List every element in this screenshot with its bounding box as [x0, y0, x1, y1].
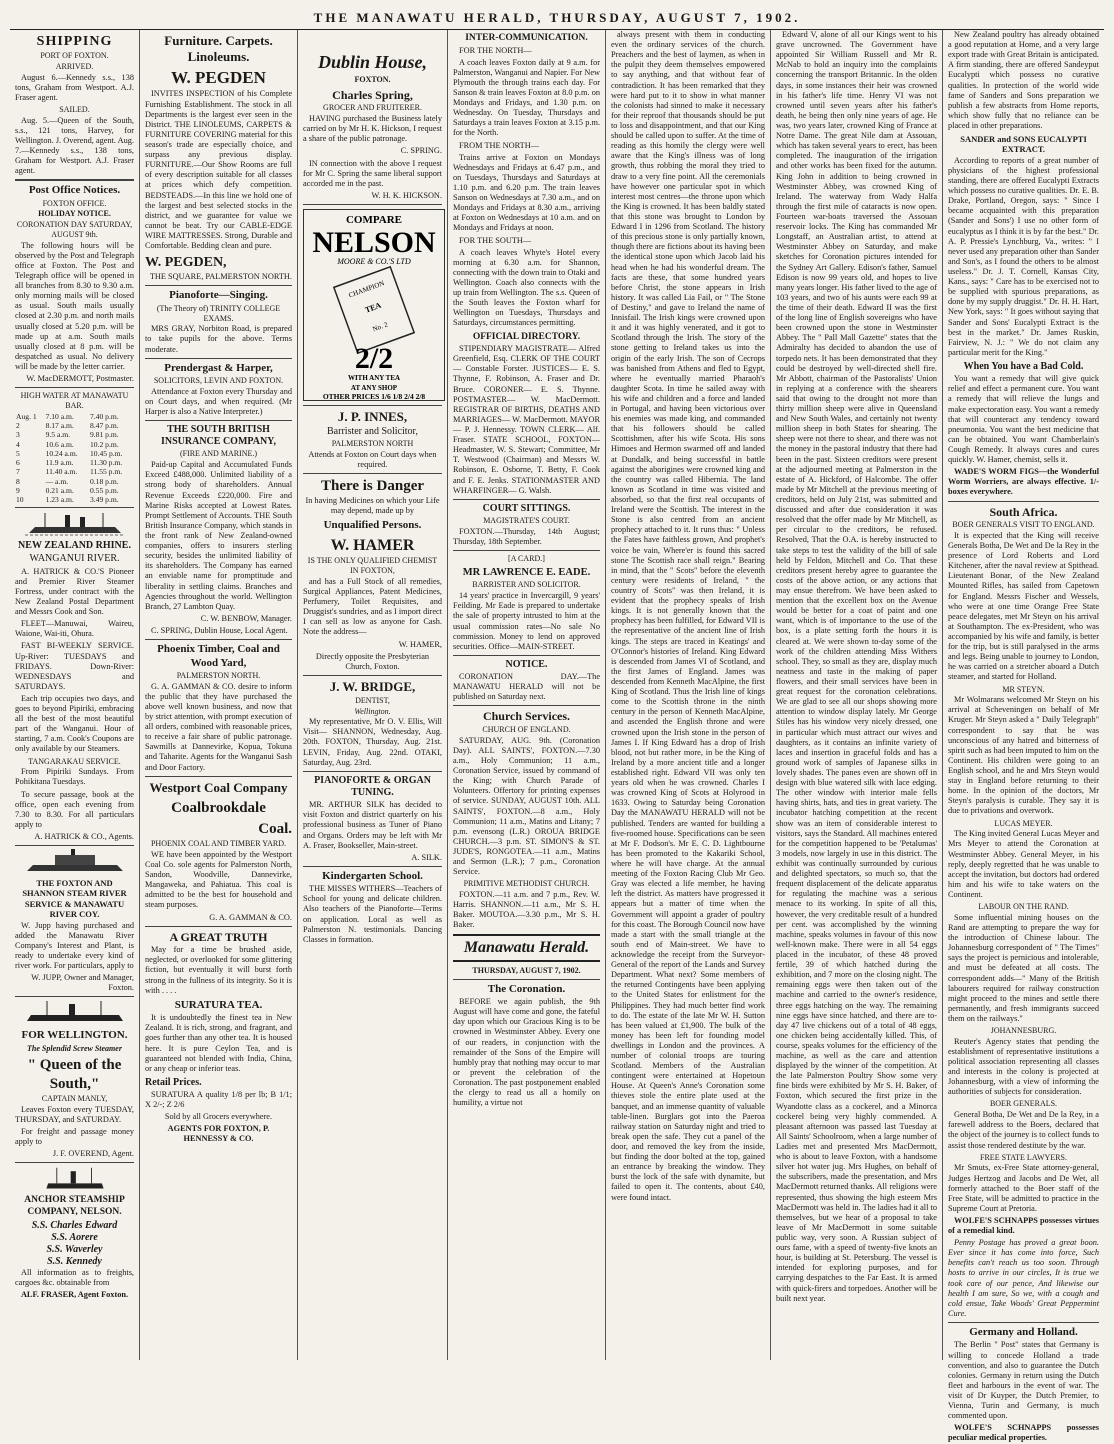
pegden-body: INVITES INSPECTION of his Complete Furnishing Establishment. The stock in all Departments is the largest ever seen in the District. THE LINOLEUMS, CARPETS & FURNITURE COVERING material for this season's trade are especially choice, and surpass any previous display. FURNITURE.—Our Show Rooms are full of every description suitable for all classes at prices which defy competition. BEDSTEADS.—In this line we hold one of the largest and best selected stocks in the district, and we guarantee for value we cannot be beat. Try our CABLE-EDGE WIRE MATTRESSES. Strong, Durable and Comfortable. Bedding clean and pure.: [145, 89, 292, 251]
johannesburg-sub: JOHANNESBURG.: [990, 1026, 1057, 1036]
anchor-steamer-icon: [40, 1166, 110, 1192]
tide-cell: — a.m.: [45, 476, 69, 486]
hickson-body: IN connection with the above I request for Mr C. Spring the same liberal support accorded me in the past.: [303, 158, 442, 188]
tide-cell: 0.21 a.m.: [45, 485, 74, 495]
postmaster-sig: W. MacDERMOTT, Postmaster.: [26, 374, 134, 384]
column-adverts-b: [298, 30, 448, 1360]
tide-row: [15, 449, 134, 458]
for-south-label: FOR THE SOUTH—: [459, 235, 532, 245]
retail-heading: Retail Prices.: [145, 1076, 202, 1088]
river-steamer-icon: [25, 849, 125, 875]
prendergast-body: Attendance at Foxton every Thursday and on Court days, and when required. (Mr Harper is also a Native Interpreter.): [145, 386, 292, 416]
tide-cell: 3: [16, 430, 20, 440]
tide-cell: 10.24 a.m.: [45, 448, 78, 458]
tide-cell: 8.47 p.m.: [89, 421, 119, 430]
post-sub: FOXTON OFFICE.: [42, 198, 107, 208]
benbow-sig: C. W. BENBOW, Manager.: [200, 613, 292, 623]
secure-text: To secure passage, book at the office, open each evening from 7.30 to 8.30. For all particulars apply to: [15, 789, 134, 829]
coal-heading: Coal.: [258, 820, 292, 837]
spring-sig: C. SPRING.: [400, 146, 442, 156]
boer-generals-body: General Botha, De Wet and De la Rey, in a farewell address to the Boers, declared that the object of the journey is to collect funds to assist those rendered destitute by the war.: [948, 1110, 1099, 1150]
tide-table: [15, 412, 134, 505]
tide-row: [15, 486, 134, 495]
divider: [145, 926, 292, 927]
phoenix-coal-sub: PHOENIX COAL AND TIMBER YARD.: [150, 839, 287, 849]
kindergarten-body: THE MISSES WITHERS—Teachers of School for young and delicate children. Also teachers of the Pianoforte—Terms on application. Local as well as Palmerston N. testimonials. Dancing Classes in formation.: [303, 884, 442, 944]
tide-cell: 10.45 p.m.: [89, 448, 123, 458]
pegden-sig: W. PEGDEN,: [145, 255, 227, 271]
tide-cell: 11.40 a.m.: [45, 467, 78, 477]
dentist-sub: DENTIST,: [355, 695, 390, 705]
shannon-heading: THE FOXTON AND SHANNON STEAM RIVER SERVICE & MANAWATU RIVER COY.: [22, 878, 127, 920]
anchor-heading: ANCHOR STEAMSHIP COMPANY, NELSON.: [24, 1195, 125, 1217]
south-africa-heading: South Africa.: [989, 504, 1058, 519]
fast-service-text: FAST BI-WEEKLY SERVICE. Up-River: TUESDAYS and FRIDAYS. Down-River: WEDNESDAYS and SATURDAYS.: [15, 641, 134, 691]
divider: [453, 705, 600, 706]
suratura-body: It is undoubtedly the finest tea in New Zealand. It is rich, strong, and fragrant, and goes further than any other tea. It is housed here. It is pure Ceylon Tea, and is guaranteed not blended with India, China, or any cheap or inferior teas.: [145, 1013, 292, 1073]
gamman-sig: G. A. GAMMAN & CO.: [209, 912, 292, 922]
tide-cell: 9.5 a.m.: [45, 430, 71, 440]
svg-text:CHAMPION: CHAMPION: [347, 279, 386, 300]
piano-sub: (The Theory of) TRINITY COLLEGE EXAMS.: [156, 303, 281, 323]
screw-steamer-icon: [25, 1000, 125, 1026]
herald-title: Manawatu Herald.: [463, 939, 590, 957]
johannesburg-body: Reuter's Agency states that pending the establishment of representative institutions a political association representing all classes and interests in the colony is projected at Johannesburg, with a view of informing the authorities of subjects for consideration.: [948, 1036, 1099, 1097]
arrived-label: ARRIVED.: [55, 61, 94, 71]
tide-cell: 10: [16, 495, 24, 504]
issue-date: THURSDAY, AUGUST 7, 1902.: [472, 965, 581, 975]
tangarakau-text: From Pipiriki Sundays. From Pohikitana Tuesdays.: [15, 767, 134, 787]
innes-sub: Barrister and Solicitor,: [327, 425, 418, 437]
fleet-item: S.S. Waverley: [46, 1243, 103, 1255]
compare-text: COMPARE: [345, 213, 403, 226]
silk-sig: A. SILK.: [411, 852, 442, 862]
tide-cell: 5: [16, 448, 20, 458]
eade-heading: MR LAWRENCE E. EADE.: [462, 566, 591, 578]
germany-holland-heading: Germany and Holland.: [969, 1326, 1078, 1339]
labour-body: Some influential mining houses on the Rand are attempting to prepare the way for the introduction of Chinese labour. The Johannesburg correspondent of " The Times" says the project is pernicious and intolerable, and must be defeated at all costs. The correspondent adds—" Many of the British labourers required for railway construction might proceed to the mines and settle there permanently, and fresh immigrants succeed them on the railways.": [948, 912, 1099, 1023]
divider: [15, 996, 134, 997]
sbi-body: Paid-up Capital and Accumulated Funds Exceed £488,000. Unlimited liability of a strong body of shareholders. Annual Revenue Exceeds £220,000. Fire and Marine Risks accepted at Lowest Rates. Prompt Settlement of Accounts. THE South British Insurance Company, which stands in the front rank of New Zealand-owned companies, offers to insurers sterling security, besides the unlimited liability of its shareholders. The Company has earned an enviable name for promptitude and liberality in settling claims. Branches and Agencies throughout the world. Wellington Branch, 27 Lambton Quay.: [145, 460, 292, 611]
captain-line: CAPTAIN MANLY,: [41, 1094, 108, 1104]
lawyers-sub: FREE STATE LAWYERS.: [980, 1152, 1067, 1162]
high-water-heading: HIGH WATER AT MANAWATU BAR.: [20, 391, 129, 410]
each-trip-text: Each trip occupies two days, and goes to beyond Pipiriki, embracing all the best of the most beautiful part of the Wanganui. Hour of starting, 7 a.m. Cook's Coupons are only available by our Steamers.: [15, 693, 134, 754]
sailings-text: Aug. 5.—Queen of the South, s.s., 121 tons, Harvey, for Wellington. J. Overend, agent. Aug. 7.—Kennedy s.s., 138 tons, Graham for Westport. A.J. Fraser agent.: [15, 115, 134, 176]
tide-cell: 1.23 a.m.: [45, 495, 74, 504]
sander-heading: SANDER and SONS EUCALYPTI EXTRACT.: [960, 134, 1087, 155]
tide-row: [15, 458, 134, 467]
news-body: Edward V, alone of all our Kings went to his grave uncrowned. The Government have appointed Sir William Russell and Mr R. McNab to hold an inquiry into the complaints concerning the transport Britannic. In the olden days, in some instances their heir was crowned in his father's life time. Henry VI was not crowned until seven years after his father's death, he being then only nine years of age. He was, two years later, crowned King of France at Notre Dame. The great Nile dam at Assouan, which has taken several years to erect, has been completed. The inauguration of the irrigation and other works has been fixed for the autumn. King John in addition to being crowned in Westminster Abbey, was crowned King of Ireland. The waterway from Wady Halfa through the first mile of cataracts is now open. Fourteen war-boats traversed the Assouan reservoir locks. The King has commanded Mr Longstaff, an Australian artist, to attend at Westminster Abbey on Saturday, and make sketches for Coronation pictures intended for the Sydney Art Gallery. Edison's father, Samuel Edison is now 99 years old, and hopes to live many years longer. His father lived to the age of 103 years, and two of his aunts were each 99 at the time of their death. Edward II was the first of the long line of English sovereigns who have been crowned upon the stone in Westminster Abbey. The " Pall Mall Gazette" states that the Admiralty has decided to abandon the use of torpedo nets. It has been demonstrated that they could be destroyed by well-directed shell fire. Mr Abbott, chairman of the Pastoralists' Union in replying at a conference with the shearers said that owing to the drought not more than thirty million sheep were alive in Queensland and New South Wales, and certainly not twenty million sheep in both States for shearing. The sheep were not there to shear, and there was not the money in the pastoral industry that there had been in the past. Sixteen creditors were present at the adjourned meeting at Palmerston in the estate of A. Hickford, of Halcombe. The offer made by Mr Mitchell at the previous meeting of creditors, held on July 21st, was submitted and discussed and after due consideration it was resolved that the offer made by Mr Mitchell, as per circular to the creditors, be refused. Resolved, That the O.A. is hereby instructed to take steps to test the validity of the bill of sale held by Feldon, Mitchell and Co. That these creditors present hereby agree to guarantee the costs of the above action, or any actions that may ensue therefrom. We have been asked to mention that the excellent box on the Avenue would be better for a coat of paint and one want, which is of importance to the use of the box, is a plate setting forth the hours it is cleared at. We were shown to-day some of the work of the children attending Miss Withers school. They, so small as they are, display much neatness and taste in the making of paper flowers, and their small services have been in great request for the coronation celebrations. We are glad to see all our shops showing more attention to window display lately. Mr George Stiles has his window very nicely dressed, one in particular which must attract our wives and daughters, as it contains an infinite variety of laces and insertion in graceful folds and has a ground work of samples of Japanese silks in lovely shades. The panes even are shown off in design with blue watered silk with lace edging. The other window with interior male fells having shirts, hats, and ties in great variety. The incubator hatching competition at the recent show was an item of considerable interest to visitors, says the Standard. All machines entered for the competition happened to be 'Petalumas' 3 models, now largely in use in this district. The exhibit was continually surrounded by curious and delighted spectators, so much so, that the frequent displacement of the delicate apparatus for regulating the machine was a serious menace to its working. In spite of all this, however, the very creditable result of a hundred per cent. was accomplished by the winning machine, speaks volumes in favour of this now well-known make. There were in all 54 eggs placed in the incubator, of these 48 proved fertile, 39 of which hatched during the exhibition, and 7 more on the closing night. The remaining eggs were then taken out of the machine and carried to the owner's residence, three eggs hatching on the way. The remaining nine eggs have since hatched, and there are to-day 47 live chickens out of a total of 48 eggs, one chicken being accidentally killed. This, of course, speaks volumes for the efficiency of the machine, as well as the care and attention displayed by the winner of the competition. At the late Palmerston Poultry Show some very fine birds were exhibited by Mr S. H. Baker, of Foxton, which secured the first prize in the Wyandotte class as a cockerel, and a Minorca cockerel being very highly commended. A pleasant afternoon was passed last Tuesday at All Saints' Schoolroom, when a large number of Ladies met and presented Mrs MacDermott, who is about to leave Foxton, with a handsome silver hot water jug. Mrs Hughes, on behalf of the subscribers, made the presentation, and Mrs MacDermott returned thanks. All religions were represented, thus showing the high esteem Mrs MacDermott was held in. The ladies had it all to themselves, but we hear of a proposal to take leave of Mr MacDermott in some suitable public way, very soon. A Russian subject of ours fame, with a speed of twenty-five knots an hour, is building at St. Petersburg. The vessel is intended for exploring purposes, and for carrying despatches to the Far East. It is armed with quick-firers and torpedoes. Another will be built next year.: [776, 30, 937, 1303]
agents-text: AGENTS FOR FOXTON, P. HENNESSY & CO.: [167, 1124, 270, 1144]
splendid-line: The Splendid Screw Steamer: [27, 1043, 122, 1053]
tide-row: [15, 467, 134, 476]
svg-text:TEA: TEA: [363, 300, 383, 315]
bridge-location: Wellington.: [354, 706, 391, 716]
tide-cell: 8: [16, 476, 20, 486]
penny-postage-verse: Penny Postage has proved a great boon. Ever since it has come into force, Such benefits can't reach us too soon. Through hosts to arrive in our circles, It is true we took care of our pence, And likewise our health I am sure, So we, with a cough and cold ensue, Take Woods' Great Peppermint Cure.: [948, 1238, 1099, 1318]
shipping-heading: SHIPPING: [36, 34, 113, 49]
unqualified-heading: Unqualified Persons.: [323, 519, 422, 532]
tide-cell: 7: [16, 467, 20, 477]
tide-cell: 10.2 p.m.: [89, 439, 119, 449]
furniture-heading: Furniture. Carpets. Linoleums.: [164, 33, 273, 64]
nelson-sub-text: MOORE & CO.'S LTD: [337, 256, 411, 266]
from-north-body: Trains arrive at Foxton on Mondays Wednesdays and Fridays at 6.47 p.m., and on Tuesdays, Thursdays and Saturdays at 1.10 p.m. and 6.20 p.m. The train leaves Sanson on Wednesdays at 7.30 a.m., and on Mondays and Fridays at 8.30 a.m., arriving at Foxton on Wednesdays at 10 a.m. and on Mondays and Fridays at noon.: [453, 152, 600, 233]
editorial-body: always present with them in conducting even the ordinary services of the church. Preachers and the best of laymen, as when in the pulpit they deem themselves empowered to say anything, and that without fear of contradiction. It has been remarked that they were hard put to it to show in what manner the colonists had sinned to make it necessary for their reproof that thousands should be put to loss and disappointment, and that our King should be called upon to suffer. At the time of reading as this homily the clergy were well aware that the King's illness was of long growth, thus robbing the moral they tried to draw to a very fine point. All the ceremonials have however one particular spot in which interest most centres—the throne upon which the King is crowned. It has been baldly stated that this stone was brought to London by Edward I in 1296 from Scotland. The history of this precious stone is only partially known, though there are fictions about its having been the identical stone upon which Jacob laid his head when he had his wonderful dream. The facts are these, that some hundred years before Christ, the stone appears in Irish history. It was called Lia Fail, or " The Stone of Destiny," and gave to Ireland the name of Innisfail. The Irish kings were crowned upon it and it was highly venerated, and it got to Scotland through the Irish. The story of the stone getting to Ireland takes us into the origin of the early Irish. The son of Cecrops was banished from Athens and fled to Egypt, where he eventually married Pharaoh's daughter Scota. In time he sailed away with his wife and children and a force and landed in Portugal, and having been victorious over his enemies was made king, and commanded that his followers should be called Scottishmen, after his wife Scota. His sons Himoes and Hermon swarmed off and landed at Dundalk, and being successful in battle against the aborigines were crowned king and the country was called Hibernia. The land known as Scotland in time was visited and absorbed, so that the first real occupants of Ireland were the Scottish. The interest in the Stone is also centred from an ancient prophecy attached to it. It runs thus: " Unless the Fates have faithless grown, And prophet's voice be vain, Where'er is found this sacred stone The Scottish race shall reign." Bearing in mind, that the " Scots" before the eleventh century were residents of Ireland, " the country of Scots" was then Ireland, it is evident that the prophecy speaks of Irish kings. It is not generally known that the prophecy has been fulfilled, for Edward VII is the representative of the ancient line of Irish kings. The steps are traced in Keatings' and O'Connor's histories of Ireland. King Edward is descended from James VI of Scotland, and the first James of England. James was descended from Kenneth MacAlpine, the first King of Scotland. Thus the Irish line of kings come to the Scottish throne in the ninth century in the person of Kenneth MacAlpine, and ascended the English throne and were crowned upon the Irish stone in the person of James I. If King Edward has a drop of Irish blood, not but rather more, in be the King of Ireland by a more ancient title and a longer established right. Edward VII was only ten years old when he was crowned. Charles I was crowned King of Scots at Holyrood in 1633. Owing to Saturday being Coronation Day the MANAWATU HERALD will not be published. Tenders are wanted for building a five-roomed house. Specifications can be seen at Mr F. Dodson's. Mr E. C. D. Lightbourne has been promoted to the Kakariki School, where he will have charge. At the annual meeting of the Foxton Racing Club Mr Geo. Gray was elected a life member, he having left the district. As matters have progressed it appears but a matter of time when the Government will appoint a grader of poultry for this coast. The Borough Council now have made a start with the small triangle at the south end of Main-street. We have to acknowledge the receipt from the Surveyor-General of the report of the Lands and Survey Department. What next? Some members of the returned Contingents have been applying to the United States for enlistment for the Philippines. They had much better find work to do. The estate of the late Mr W. H. Sutton has been valued at £1,900. The bulk of the money has been left for founding model dwellings in London and the provinces. A number of colonial troops are touring Scotland. Members of the Australian contingent were entertained at Hopetoun House. At Queen's Anne's Coronation some thieves stole the entire plate used at the banquet, and an immense quantity of valuable table-linen. Burglars got into the Paeroa railway station on Saturday night and tried to break open the safe. They cut a panel of the door, and removed the key from the inside, but finding the door bolted at the top, gained an entrance by breaking the window. They burst the lock of the safe with dynamite, but failed to open it. The contents, about £40, were found intact.: [611, 30, 765, 1202]
tide-cell: 10.6 a.m.: [45, 439, 74, 449]
official-directory-heading: OFFICIAL DIRECTORY.: [472, 331, 581, 342]
rhine-heading: NEW ZEALAND RHINE.: [18, 540, 131, 552]
every-box-text: AT ANY SHOP: [350, 383, 398, 392]
bridge-heading: J. W. BRIDGE,: [329, 678, 416, 694]
divider: [15, 179, 134, 181]
jupp-sig: W. JUPP, Owner and Manager, Foxton.: [31, 973, 134, 993]
silk-body: MR. ARTHUR SILK has decided to visit Foxton and district quarterly on his professional business as Tuner of Piano and Organs. Orders may be left with Mr A. Fraser, Bookseller, Main-street.: [303, 800, 442, 850]
queen-of-south-heading: " Queen of the South,": [27, 1057, 122, 1092]
sbi-sub: (FIRE AND MARINE.): [179, 449, 258, 459]
divider: [15, 1162, 134, 1163]
bridge-body: My representative, Mr O. V. Ellis, Will Visit— SHANNON, Wednesday, Aug. 20th. FOXTON, Thursday, Aug. 21st. LEVIN, Friday, Aug. 22nd. OTAKI, Saturday, Aug. 23rd.: [303, 717, 442, 767]
spring-agent: C. SPRING, Dublin House, Local Agent.: [151, 625, 288, 635]
tide-row: [15, 421, 134, 430]
poultry-text: New Zealand poultry has already obtained a good reputation at Home, and a very large export trade with Great Britain is anticipated. A firm standing, there are offered Sandeyput Eucalypti which possess no curative qualities. In protection of the world wide fame of Sanders and Sons preparation we publish a few abstracts from Home reports, which show fully that no reliance can be placed in other preparations.: [948, 30, 1099, 130]
tea-packet-illustration: [304, 210, 444, 400]
wade-advert: WADE'S WORM FIGS—the Wonderful Worm Worriers, are always effective. 1/- boxes everywhere.: [948, 467, 1099, 497]
tide-cell: 0.18 p.m.: [89, 476, 119, 486]
solicitors-sub: SOLICITORS, LEVIN AND FOXTON.: [153, 376, 284, 386]
church-heading: Church Services.: [482, 709, 571, 724]
overend-sig: J. F. OVEREND, Agent.: [52, 1149, 134, 1159]
fleet-list: [15, 1220, 134, 1269]
fleet-text: FLEET—Manuwai, Waireu, Waione, Wai-iti, Ohura.: [15, 619, 134, 639]
great-truth-heading: A GREAT TRUTH: [169, 929, 268, 944]
tide-cell: 11.30 p.m.: [89, 458, 123, 467]
divider: [453, 979, 600, 980]
truth-body: May for a time be brushed aside, neglected, or overlooked for some glittering fiction, but eventually it will burst forth strong in the fullness of its integrity. So it is with . . . .: [145, 945, 292, 995]
card-label: [A CARD.]: [508, 553, 545, 563]
piano-heading: Pianoforte—Singing.: [169, 289, 268, 302]
tide-cell: 11.55 p.m.: [89, 467, 123, 477]
tide-cell: 4: [16, 439, 20, 449]
foxton-sub: FOXTON.: [354, 74, 391, 84]
hatrick-sig: A. HATRICK & CO., Agents.: [34, 832, 134, 841]
divider: [145, 358, 292, 359]
boer-visit-body: It is expected that the King will receive Generals Botha, De Wet and De la Rey in the presence of Lord Roberts and Lord Kitchener, after the naval review at Spithead. Lieutenant Bonar, of the New Zealand Mounted Rifles, has sailed from Capetown for England. Messrs Fischer and Wessels, who were at one time Orange Free State peace delegates, met Mr Steyn on his arrival at Southampton. The ex-President, who was accompanied by his wife and family, is better for the trip, but is still paralysed in the arms and legs. Being unable to journey to London, he was carried on a stretcher aboard a Dutch steamer, and started for Holland.: [948, 530, 1099, 682]
fleet-item: S.S. Kennedy: [47, 1256, 102, 1268]
intercommunication-heading: INTER-COMMUNICATION.: [465, 33, 588, 43]
coronation-line: CORONATION DAY SATURDAY, AUGUST 9th.: [16, 220, 133, 239]
divider: [303, 405, 442, 406]
post-office-heading: Post Office Notices.: [28, 184, 121, 197]
eade-body: 14 years' practice in Invercargill, 9 years' Feilding. Mr Eade is prepared to undertake the sale of property intrusted to him at the usual commission rates—No sale No commission. Money to lend on approved securities. Office—MAIN-STREET.: [453, 591, 600, 651]
fleet-item: S.S. Aorere: [51, 1231, 98, 1243]
divider: [453, 499, 600, 500]
innes-body: Attends at Foxton on Court days when required.: [308, 449, 437, 469]
bad-cold-body: You want a remedy that will give quick relief and effect a permanent cure. You want a remedy that will relieve the lungs and make expectoration easy. You want a remedy that will counteract any tendency toward pneumonia. You want the best medicine that can be obtained. You want Chamberlain's Cough Remedy. It always cures and cures quickly. W. Hamer, chemist, sells it.: [948, 374, 1099, 465]
leaves-text: Leaves Foxton every TUESDAY, THURSDAY, and SATURDAY.: [15, 1104, 134, 1124]
grocers-text: Sold by all Grocers everywhere.: [164, 1112, 273, 1122]
tide-cell: 11.9 a.m.: [45, 458, 74, 467]
divider: [303, 866, 442, 867]
column-directory: [448, 30, 606, 1360]
gamman-body: G. A. GAMMAN & CO. desire to inform the public that they have purchased the above well known business, and now that by strict attention, with prompt execution of all orders, combined with reasonable prices, to receive a fair share of public patronage. Sawmills at Dannevirke, Kopua, Tokuna and Taharite. Agents for the Wanganui Sash and Door Factory.: [145, 681, 292, 772]
hatrick-text: A. HATRICK & CO.'S Pioneer and Premier River Steamer Fortress, under contract with the New Zealand Postal Department and Messrs Cook and Son.: [15, 566, 134, 617]
tide-cell: Aug. 1: [16, 411, 37, 421]
packet-icon: [334, 267, 414, 353]
from-north-label: FROM THE NORTH—: [459, 140, 540, 150]
coronation-heading: The Coronation.: [487, 982, 566, 995]
tide-row: [15, 477, 134, 486]
lawyers-body: Mr Smuts, ex-Free State attorney-general, Judges Hertzog and Jacobs and De Wet, all formerly attached to the Boer staff of the Free State, will be admitted to practice in the Supreme Court at Pretoria.: [948, 1163, 1099, 1213]
phoenix-address: PALMERSTON NORTH.: [176, 670, 261, 680]
sander-body: According to reports of a great number of physicians of the highest professional standing, there are offered Eucalypti Extracts which possess no curative qualities. Dr. E. B. Drake, Portland, Oregon, says: " Since I became acquainted with this preparation (Sander and Sons') I use no other form of eucalyptus as I think it is by far the best." Dr. A. P. Pressie's Lynchburg, Va., writes: " I never used any preparation other than Sander and Son's, as I found the others to be almost useless." Dr. J. T. Cornell, Kansas City, Kans., says: " Care has to be exercised not to be supplied with spurious preparations, as done by my supply druggist." Dr. H. H. Hart, New York, says: " It goes without saying that Sander and Sons' Eucalypti Extract is the best in the market." Dr. James Ruskin, Fairview, N. J.: " We do not claim any particular merit for the King.": [948, 155, 1099, 357]
dublin-house-heading: Dublin House,: [317, 52, 428, 72]
nelson-tea-advert: [303, 209, 445, 401]
with-tray-text: WITH ANY TEA: [347, 373, 401, 382]
tide-cell: 9.81 p.m.: [89, 430, 119, 440]
wolfe-advert: WOLFE'S SCHNAPPS possesses virtues of a remedial kind.: [948, 1215, 1099, 1236]
divider: [15, 507, 134, 508]
port-subheading: PORT OF FOXTON.: [40, 51, 109, 61]
divider: [303, 473, 442, 474]
coronation-body: BEFORE we again publish, the 9th August will have come and gone, the fateful day upon which our Gracious King is to be crowned in Westminster Abbey. Every one of our readers, in conjunction with the remainder of the Sons of the Empire will humbly pray that nothing may occur to mar or prevent the celebration of the Coronation. The past postponement enabled the clergy to read us all a homily on humility, a virtue not: [453, 997, 600, 1108]
westport-heading: Westport Coal Company: [149, 779, 288, 795]
tide-row: [15, 412, 134, 421]
boer-generals-sub: BOER GENERALS.: [989, 1099, 1058, 1109]
for-south-body: A coach leaves Whyte's Hotel every morning at 6.30 a.m. for Shannon, connecting with the down train to Otaki and Wellington. Coach also connects with the up train from Wellington. The s.s. Queen of the South leaves the Foxton wharf for Wellington on Tuesdays, Thursdays and Saturdays, circumstances permitting.: [453, 247, 600, 328]
prendergast-heading: Prendergast & Harper,: [164, 361, 273, 374]
nelson-text: NELSON: [312, 225, 436, 259]
divider: [948, 501, 1099, 502]
column-news: [771, 30, 943, 1360]
svg-text:No. 2: No. 2: [371, 320, 389, 334]
kindergarten-heading: Kindergarten School.: [322, 869, 423, 882]
phoenix-heading: Phoenix Timber, Coal and Wood Yard,: [157, 643, 280, 669]
steamer-icon: [25, 511, 125, 537]
tide-cell: 3.49 p.m.: [89, 495, 119, 504]
for-north-body: A coach leaves Foxton daily at 9 a.m. for Palmerston, Wanganui and Napier. For New Plymouth the through trains each day. For Sanson & train leaves Foxton at 8.0 p.m. on Mondays and Fridays, and 1.30 p.m. on Wednesday. On Tuesday, Thursdays and Saturdays a train leaves Foxton at 3.15 p.m. for the North.: [453, 57, 600, 138]
hamer-heading: W. HAMER: [330, 536, 415, 554]
hickson-sig: W. H. K. HICKSON.: [371, 190, 442, 200]
sbi-pre: THE SOUTH BRITISH INSURANCE COMPANY,: [160, 424, 276, 448]
herald-title-bar: [453, 934, 600, 962]
tide-cell: 8.17 a.m.: [45, 421, 74, 430]
info-text: All information as to freights, cargoes &c. obtainable from: [15, 1268, 134, 1288]
tide-cell: 6: [16, 458, 20, 467]
tide-cell: 0.55 p.m.: [89, 485, 119, 495]
organ-heading: PIANOFORTE & ORGAN TUNING.: [314, 774, 431, 798]
fleet-item: S.S. Charles Edward: [31, 1219, 118, 1231]
spring-body: HAVING purchased the Business lately carried on by Mr H. K. Hickson, I request a share of the public patronage.: [303, 114, 442, 144]
steyn-sub: MR STEYN.: [1002, 684, 1045, 694]
for-north-label: FOR THE NORTH—: [459, 45, 532, 55]
tide-cell: 2: [16, 421, 20, 430]
column-adverts-a: [140, 30, 298, 1360]
coalbrookdale-heading: Coalbrookdale: [171, 799, 266, 816]
notice-body: CORONATION DAY.—The MANAWATU HERALD will not be published on Saturday next.: [453, 672, 600, 702]
divider: [145, 285, 292, 286]
holiday-notice: HOLIDAY NOTICE.: [38, 209, 111, 219]
tangarakau-heading: TANGARAKAU SERVICE.: [28, 756, 121, 766]
steyn-body: Mr Wolmarans welcomed Mr Steyn on his arrival at Scheveningen on behalf of Mr Kruger. Mr Steyn asked a " Daily Telegraph" correspondent to say that he was unconscious of any hatred and bitterness of spirit such as had been imputed to him on the Continent. His children were going to an English school, and he and Mrs Steyn would stay in England before returning to their home. In the opinion of the doctors, Mr Steyn's paralysis is curable. They say it is due to privations and overwork.: [948, 695, 1099, 816]
prices-text: SURATURA A quality 1/8 per lb; B 1/1; X 2/-; Z 2/6: [145, 1090, 292, 1110]
westport-body: WE have been appointed by the Westport Coal Co. sole agents for Palmerston North, Sandon, Woodville, Dannevirke, Mangaweka, and Pahiatua. This coal is admitted to be the best for household and steam purposes.: [145, 849, 292, 910]
gray-text: MRS GRAY, Norbiton Road, is prepared to take pupils for the above. Terms moderate.: [145, 324, 292, 354]
arrivals-text: August 6.—Kennedy s.s., 138 tons, Graham from Westport. A.J. Fraser agent.: [15, 72, 134, 102]
divider: [15, 845, 134, 846]
primitive-body: FOXTON.—11 a.m. and 7 p.m., Rev. W. Harris. SHANNON.—11 a.m., Mr S. H. Baker. MOUTOA.—3.30 p.m., Mr S. H. Baker.: [453, 890, 600, 930]
court-body: FOXTON.—Thursday, 14th August; Thursday, 18th September.: [453, 526, 600, 546]
boer-visit-sub: BOER GENERALS VISIT TO ENGLAND.: [952, 520, 1095, 530]
pegden-heading: W. PEGDEN: [171, 67, 266, 87]
hamer-body: and has a Full Stock of all remedies, Surgical Appliances, Patent Medicines, Perfumery, Toilet Requisites, and Druggist's sundries, and as I import direct I can sell as low as anyone for Cash. Note the address—: [303, 576, 442, 637]
court-heading: COURT SITTINGS.: [482, 502, 571, 514]
grocer-sub: GROCER AND FRUITERER.: [323, 103, 422, 113]
fraser-sig: ALF. FRASER, Agent Foxton.: [20, 1290, 129, 1300]
sailed-label: SAILED.: [59, 104, 90, 114]
innes-heading: J. P. INNES,: [337, 408, 408, 424]
divider: [303, 675, 442, 676]
column-editorial: [606, 30, 771, 1360]
bad-cold-heading: When You have a Bad Cold.: [963, 361, 1084, 372]
danger-body: In having Medicines on which your Life may depend, made up by: [305, 496, 440, 516]
wellington-heading: FOR WELLINGTON.: [21, 1029, 128, 1042]
court-sub: MAGISTRATE'S COURT.: [483, 515, 570, 525]
divider: [303, 771, 442, 772]
divider: [453, 655, 600, 656]
eade-sub: BARRISTER AND SOLICITOR.: [472, 580, 581, 590]
tide-row: [15, 495, 134, 504]
directory-body: STIPENDIARY MAGISTRATE— Alfred Greenfield, Esq. CLERK OF THE COURT— Constable Forster. JUSTICES— E. S. Thynne, F. Robinson, A. Fraser and Dr. Bruce. CORONER— E. S. Thynne. POSTMASTER— W. MacDermott. REGISTRAR OF BIRTHS, DEATHS AND MARRIAGES— W. MacDermott. MAYOR— P. J. Hennessy. TOWN CLERK— Alf. Fraser. STATE SCHOOL, FOXTON— Headmaster, W. S. Stewart; Committee, Mr T. Westwood (Chairman) and Messrs W. Robinson, E. Osborne, T. Betty, F. Cook and F. E. Jenks. STATIONMASTER AND WHARFINGER— G. Walsh.: [453, 344, 600, 495]
price-text: 2/2: [354, 341, 394, 375]
germany-holland-body: The Berlin " Post" states that Germany is willing to concede Holland a trade convention, and also to guarantee the Dutch colonies. Germany in return using the Dutch fleet and harbours in the event of war. The visit of Dr Kuyper, the Dutch Premier, to Vienna, Turin and Germany, is much commented upon.: [948, 1340, 1099, 1421]
freight-text: For freight and passage money apply to: [15, 1127, 134, 1147]
suratura-heading: SURATURA TEA.: [174, 998, 263, 1011]
divider: [145, 776, 292, 777]
tide-cell: 7.10 a.m.: [45, 411, 74, 421]
column-shipping: [10, 30, 140, 1360]
hamer-address: Directly opposite the Presbyterian Church, Foxton.: [315, 651, 430, 671]
columns: [10, 30, 1104, 1443]
divider: [453, 550, 600, 551]
column-cables: [943, 30, 1104, 1443]
divider: [15, 387, 134, 388]
wanganui-heading: WANGANUI RIVER.: [29, 553, 120, 565]
church-body: SATURDAY, AUG. 9th. (Coronation Day). ALL SAINTS', FOXTON.—7.30 a.m., Holy Communion; 11 a.m., Coronation Service, issued by command of the King; with Church Parade of Volunteers. Offertory for printing expenses of service. SUNDAY, AUGUST 10th. ALL SAINTS', FOXTON.—8 a.m., Holy Communion; 11 a.m., Matins and Litany; 7 p.m. evensong (L.R.) OROUA BRIDGE CHURCH.—3 p.m. ST. SIMON'S & ST. JUDE'S, RONGOTEA.—11 a.m., Matins and Sermon (L.R.); 7 p.m., Coronation Service.: [453, 735, 600, 877]
lucas-sub: LUCAS MEYER.: [994, 818, 1053, 828]
masthead: THE MANAWATU HERALD, THURSDAY, AUGUST 7, 1902.: [10, 10, 1104, 30]
divider: [145, 639, 292, 640]
lucas-body: The King invited General Lucas Meyer and Mrs Meyer to attend the Coronation at Westminster Abbey. General Meyer, in his reply, deeply regretted that he was unable to accept the invitation, but doctors had ordered him and his wife to take waters on the Continent.: [948, 829, 1099, 899]
labour-sub: LABOUR ON THE RAND.: [978, 902, 1069, 912]
jupp-text: W. Jupp having purchased and added the Manawatu River Company's Interest and Plant, is ready to undertake every kind of river work. For particulars, apply to: [15, 920, 134, 970]
pegden-address: THE SQUARE, PALMERSTON NORTH.: [149, 272, 292, 282]
prices-line-text: OTHER PRICES 1/6 1/8 2/4 2/8: [322, 391, 426, 401]
wolfe-advert-2: WOLFE'S SCHNAPPS possesses peculiar medical properties.: [948, 1423, 1099, 1443]
danger-heading: There is Danger: [320, 477, 425, 494]
divider: [145, 420, 292, 421]
spring-heading: Charles Spring,: [332, 87, 413, 102]
hamer-sig: W. HAMER,: [398, 639, 442, 649]
church-sub: CHURCH OF ENGLAND.: [482, 725, 571, 734]
divider: [303, 204, 442, 205]
tide-cell: 9: [16, 485, 20, 495]
primitive-heading: PRIMITIVE METHODIST CHURCH.: [463, 879, 590, 889]
tide-row: [15, 430, 134, 439]
divider: [948, 1322, 1099, 1323]
notice-heading: NOTICE.: [505, 658, 548, 670]
innes-address: PALMERSTON NORTH: [331, 439, 414, 448]
post-body: The following hours will be observed by the Post and Telegraph office at Foxton. The Post and Telegraph office will be opened in all branches from 8.30 to 9.30 a.m. only morning mails will be closed as usual. South mails usually closed at 2.30 p.m. and north mails usually closed at 5.20 p.m. will be made up at a.m. South mails usually closed at 8 p.m. will be despatched as usual. No delivery will be made by the letter carrier.: [15, 240, 134, 372]
tide-row: [15, 440, 134, 449]
tide-cell: 7.40 p.m.: [89, 411, 119, 421]
hamer-sub: IS THE ONLY QUALIFIED CHEMIST IN FOXTON,: [307, 556, 438, 576]
